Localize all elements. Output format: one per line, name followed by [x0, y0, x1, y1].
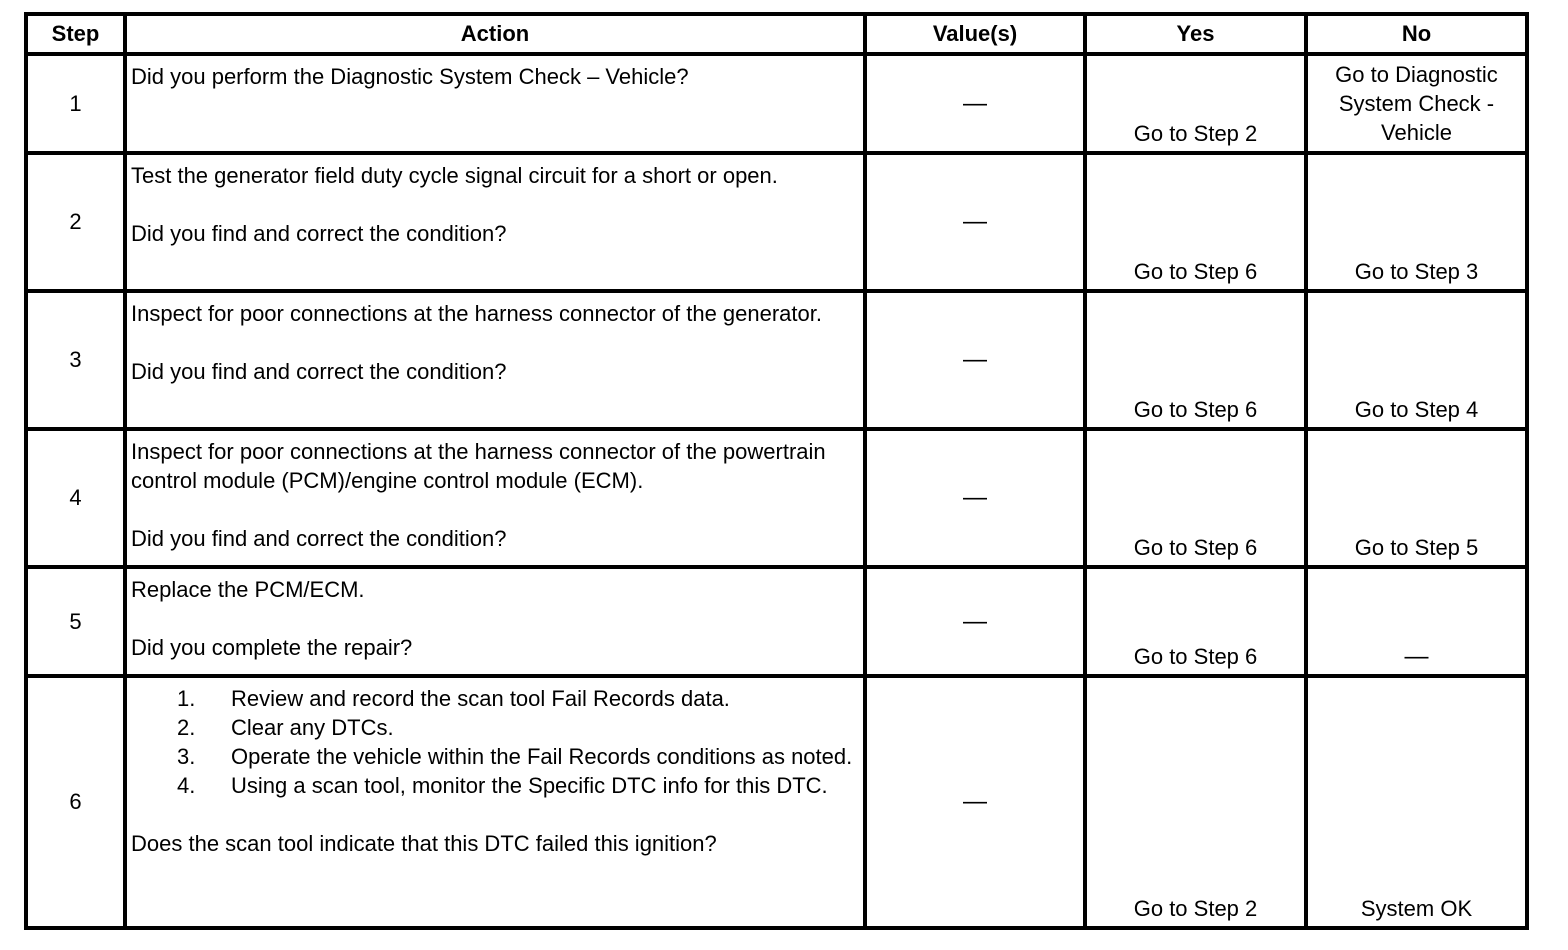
table-row [26, 54, 1527, 153]
header-values: Value(s) [865, 14, 1085, 54]
action-question: Did you find and correct the condition? [131, 526, 507, 551]
list-number: 1. [177, 686, 196, 711]
value-cell: — [865, 153, 1085, 291]
no-text: Go to Diagnostic System Check - Vehicle [1335, 62, 1498, 145]
step-number: 5 [26, 567, 125, 676]
header-step: Step [26, 14, 125, 54]
diagnostic-table [24, 12, 1529, 930]
yes-cell: Go to Step 6 [1085, 291, 1306, 429]
value-cell: — [865, 291, 1085, 429]
spacer [131, 190, 859, 219]
action-question: Did you perform the Diagnostic System Check – Vehicle? [131, 64, 689, 89]
no-cell [1306, 54, 1527, 153]
action-cell [125, 54, 865, 153]
list-text: Using a scan tool, monitor the Specific DTC info for this DTC. [231, 773, 828, 798]
list-item [177, 742, 859, 771]
action-cell [125, 567, 865, 676]
action-text: Inspect for poor connections at the harness connector of the generator. [131, 301, 822, 326]
yes-cell: Go to Step 2 [1085, 676, 1306, 928]
value-cell: — [865, 429, 1085, 567]
procedure-list [177, 684, 859, 800]
no-cell: System OK [1306, 676, 1527, 928]
step-number: 1 [26, 54, 125, 153]
table-row [26, 567, 1527, 676]
spacer [131, 328, 859, 357]
list-number: 3. [177, 744, 196, 769]
header-row [26, 14, 1527, 54]
yes-cell: Go to Step 6 [1085, 153, 1306, 291]
yes-cell: Go to Step 6 [1085, 429, 1306, 567]
spacer [131, 800, 859, 829]
step-number: 2 [26, 153, 125, 291]
action-text: Inspect for poor connections at the harness connector of the powertrain control module (PCM)/engine control module (ECM). [131, 439, 826, 493]
list-text: Clear any DTCs. [231, 715, 394, 740]
no-cell: Go to Step 5 [1306, 429, 1527, 567]
header-action: Action [125, 14, 865, 54]
list-number: 2. [177, 715, 196, 740]
action-text: Test the generator field duty cycle signal circuit for a short or open. [131, 163, 778, 188]
list-item [177, 713, 859, 742]
list-item [177, 771, 859, 800]
list-item [177, 684, 859, 713]
spacer [131, 495, 859, 524]
action-question: Does the scan tool indicate that this DTC failed this ignition? [131, 831, 717, 856]
no-cell: Go to Step 4 [1306, 291, 1527, 429]
value-cell: — [865, 676, 1085, 928]
value-cell: — [865, 54, 1085, 153]
action-question: Did you find and correct the condition? [131, 221, 507, 246]
action-cell [125, 291, 865, 429]
yes-cell: Go to Step 6 [1085, 567, 1306, 676]
header-yes: Yes [1085, 14, 1306, 54]
no-cell: — [1306, 567, 1527, 676]
table-row [26, 153, 1527, 291]
list-text: Review and record the scan tool Fail Records data. [231, 686, 730, 711]
yes-cell: Go to Step 2 [1085, 54, 1306, 153]
action-question: Did you find and correct the condition? [131, 359, 507, 384]
spacer [131, 604, 859, 633]
list-number: 4. [177, 773, 196, 798]
table-row [26, 291, 1527, 429]
table-row [26, 429, 1527, 567]
header-no: No [1306, 14, 1527, 54]
step-number: 6 [26, 676, 125, 928]
step-number: 3 [26, 291, 125, 429]
list-text: Operate the vehicle within the Fail Records conditions as noted. [231, 744, 853, 769]
value-cell: — [865, 567, 1085, 676]
action-cell [125, 429, 865, 567]
step-number: 4 [26, 429, 125, 567]
table-row [26, 676, 1527, 928]
action-text: Replace the PCM/ECM. [131, 577, 365, 602]
action-cell [125, 676, 865, 928]
action-cell [125, 153, 865, 291]
no-cell: Go to Step 3 [1306, 153, 1527, 291]
action-question: Did you complete the repair? [131, 635, 413, 660]
